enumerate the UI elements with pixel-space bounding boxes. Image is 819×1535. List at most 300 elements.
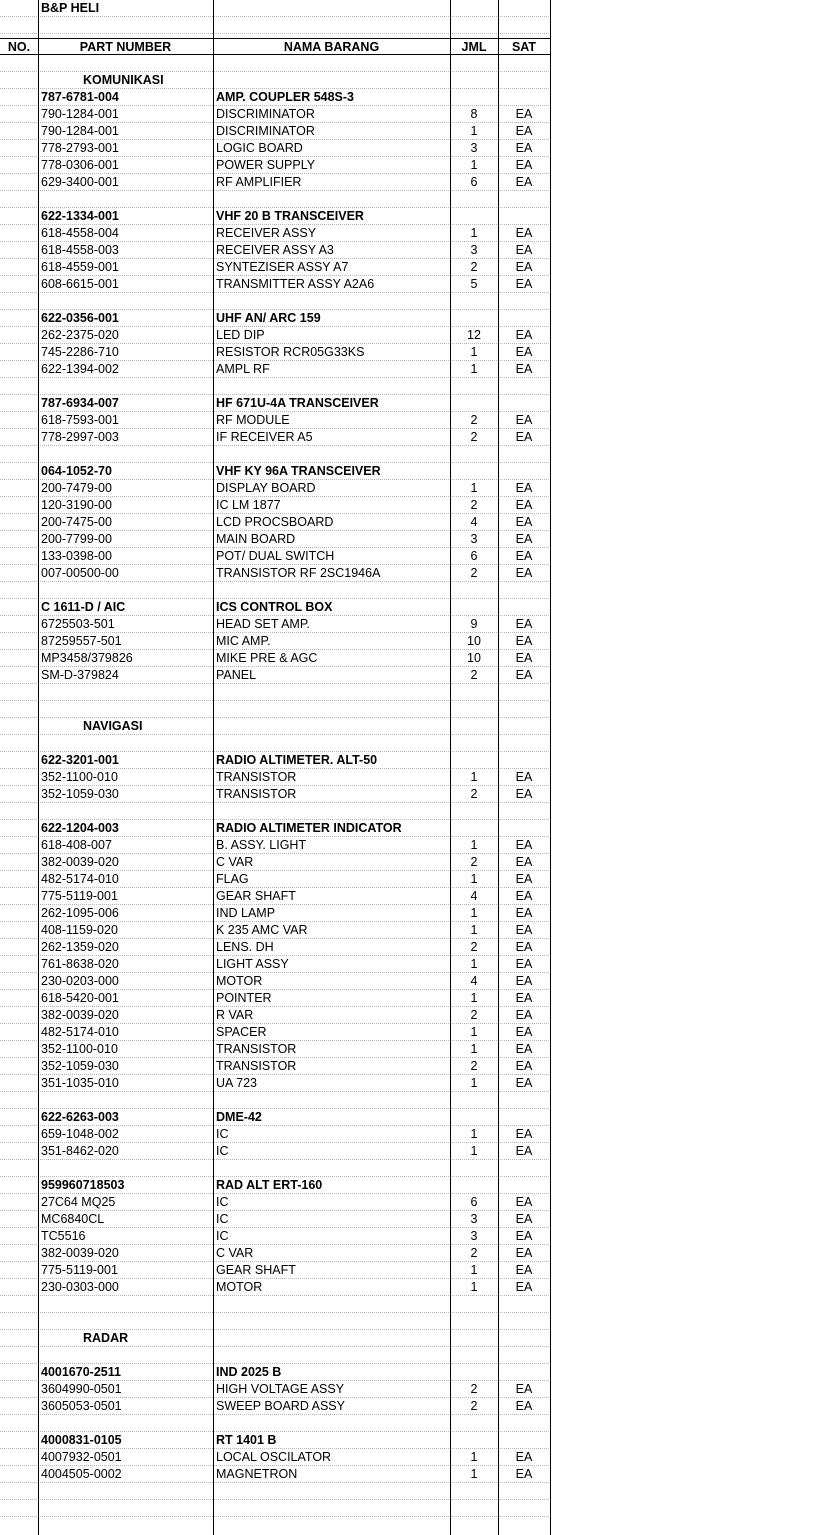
item-name[interactable]: POWER SUPPLY [216,158,316,172]
cell-empty[interactable] [450,803,498,820]
unit[interactable]: EA [515,668,533,682]
unit[interactable]: EA [515,617,533,631]
item-name[interactable]: IC LM 1877 [216,498,281,512]
cell-empty[interactable] [450,1364,498,1381]
cell-empty[interactable] [498,752,550,769]
item-name[interactable]: HEAD SET AMP. [216,617,311,631]
cell-no[interactable] [0,1364,38,1381]
cell-empty[interactable] [38,1483,213,1500]
unit[interactable]: EA [515,124,533,138]
cell-no[interactable] [0,1126,38,1143]
qty[interactable]: 12 [467,328,481,342]
qty[interactable]: 1 [470,362,478,376]
cell-no[interactable] [0,1296,38,1313]
unit[interactable]: EA [515,855,533,869]
unit[interactable]: EA [515,974,533,988]
qty[interactable]: 2 [470,260,478,274]
cell-empty[interactable] [213,1313,450,1330]
cell-no[interactable] [0,259,38,276]
item-name[interactable]: TRANSMITTER ASSY A2A6 [216,277,375,291]
cell-no[interactable] [0,463,38,480]
group-part-number[interactable]: 622-6263-003 [41,1110,119,1124]
part-number[interactable]: 352-1100-010 [41,1042,118,1056]
cell-no[interactable] [0,1007,38,1024]
cell-no[interactable] [0,1313,38,1330]
item-name[interactable]: GEAR SHAFT [216,889,296,903]
unit[interactable]: EA [515,1280,533,1294]
cell-empty[interactable] [450,1296,498,1313]
item-name[interactable]: GEAR SHAFT [216,1263,296,1277]
item-name[interactable]: IC [216,1229,229,1243]
cell-no[interactable] [0,922,38,939]
cell-empty[interactable] [450,1500,498,1517]
cell-no[interactable] [0,939,38,956]
cell-no[interactable] [0,344,38,361]
cell-no[interactable] [0,1092,38,1109]
qty[interactable]: 2 [470,1399,478,1413]
cell-no[interactable] [0,55,38,72]
cell-empty[interactable] [450,89,498,106]
qty[interactable]: 3 [470,1229,478,1243]
unit[interactable]: EA [515,1382,533,1396]
cell-empty[interactable] [213,1500,450,1517]
cell-no[interactable] [0,616,38,633]
cell-no[interactable] [0,599,38,616]
item-name[interactable]: IF RECEIVER A5 [216,430,313,444]
part-number[interactable]: 790-1284-001 [41,124,119,138]
cell-no[interactable] [0,106,38,123]
cell-empty[interactable] [213,1160,450,1177]
cell-empty[interactable] [498,395,550,412]
qty[interactable]: 2 [470,855,478,869]
cell-empty[interactable] [38,446,213,463]
cell-no[interactable] [0,1483,38,1500]
qty[interactable]: 1 [470,1280,478,1294]
cell-no[interactable] [0,1024,38,1041]
item-name[interactable]: IC [216,1212,229,1226]
cell-empty[interactable] [450,0,498,17]
qty[interactable]: 1 [470,1042,478,1056]
unit[interactable]: EA [515,889,533,903]
qty[interactable]: 1 [470,991,478,1005]
qty[interactable]: 2 [470,1382,478,1396]
part-number[interactable]: SM-D-379824 [41,668,119,682]
qty[interactable]: 1 [470,124,478,138]
unit[interactable]: EA [515,260,533,274]
qty[interactable]: 1 [470,1127,478,1141]
qty[interactable]: 2 [470,668,478,682]
unit[interactable]: EA [515,1450,533,1464]
cell-no[interactable] [0,293,38,310]
unit[interactable]: EA [515,1263,533,1277]
cell-no[interactable] [0,803,38,820]
item-name[interactable]: RF MODULE [216,413,290,427]
cell-empty[interactable] [38,1160,213,1177]
header-part-number[interactable]: PART NUMBER [79,40,172,54]
header-nama-barang[interactable]: NAMA BARANG [283,40,380,54]
part-number[interactable]: 775-5119-001 [41,1263,118,1277]
cell-empty[interactable] [38,735,213,752]
qty[interactable]: 1 [470,906,478,920]
cell-empty[interactable] [498,1483,550,1500]
cell-empty[interactable] [498,718,550,735]
qty[interactable]: 4 [470,515,478,529]
cell-empty[interactable] [38,684,213,701]
cell-empty[interactable] [38,701,213,718]
qty[interactable]: 3 [470,141,478,155]
cell-no[interactable] [0,89,38,106]
cell-no[interactable] [0,1500,38,1517]
cell-empty[interactable] [450,1483,498,1500]
item-name[interactable]: LIGHT ASSY [216,957,289,971]
group-part-number[interactable]: 4001670-2511 [41,1365,121,1379]
cell-no[interactable] [0,1432,38,1449]
cell-empty[interactable] [498,820,550,837]
cell-empty[interactable] [450,1347,498,1364]
item-name[interactable]: TRANSISTOR [216,1059,297,1073]
cell-empty[interactable] [450,1313,498,1330]
qty[interactable]: 3 [470,1212,478,1226]
unit[interactable]: EA [515,1008,533,1022]
group-part-number[interactable]: 064-1052-70 [41,464,112,478]
qty[interactable]: 2 [470,413,478,427]
cell-empty[interactable] [213,718,450,735]
part-number[interactable]: 778-0306-001 [41,158,119,172]
qty[interactable]: 1 [470,1025,478,1039]
part-number[interactable]: 6725503-501 [41,617,115,631]
part-number[interactable]: TC5516 [41,1229,86,1243]
cell-no[interactable] [0,1279,38,1296]
cell-empty[interactable] [498,310,550,327]
part-number[interactable]: 262-2375-020 [41,328,119,342]
cell-no[interactable] [0,1228,38,1245]
cell-no[interactable] [0,174,38,191]
cell-no[interactable] [0,1177,38,1194]
cell-empty[interactable] [498,89,550,106]
group-part-number[interactable]: 622-3201-001 [41,753,119,767]
qty[interactable]: 2 [470,787,478,801]
part-number[interactable]: MP3458/379826 [41,651,133,665]
qty[interactable]: 1 [470,957,478,971]
cell-empty[interactable] [213,55,450,72]
cell-no[interactable] [0,1058,38,1075]
cell-no[interactable] [0,208,38,225]
part-number[interactable]: 618-4558-003 [41,243,119,257]
part-number[interactable]: 608-6615-001 [41,277,119,291]
cell-no[interactable] [0,1398,38,1415]
cell-empty[interactable] [38,1313,213,1330]
cell-empty[interactable] [213,735,450,752]
cell-no[interactable] [0,990,38,1007]
section-label[interactable]: RADAR [83,1331,129,1345]
part-number[interactable]: 200-7799-00 [41,532,112,546]
part-number[interactable]: 200-7479-00 [41,481,112,495]
cell-no[interactable] [0,973,38,990]
cell-empty[interactable] [450,1177,498,1194]
item-name[interactable]: TRANSISTOR RF 2SC1946A [216,566,381,580]
qty[interactable]: 3 [470,243,478,257]
part-number[interactable]: 133-0398-00 [41,549,112,563]
item-name[interactable]: AMPL RF [216,362,270,376]
cell-empty[interactable] [498,599,550,616]
item-name[interactable]: IND LAMP [216,906,276,920]
unit[interactable]: EA [515,1212,533,1226]
part-number[interactable]: 618-408-007 [41,838,112,852]
cell-no[interactable] [0,378,38,395]
cell-no[interactable] [0,72,38,89]
part-number[interactable]: 659-1048-002 [41,1127,119,1141]
part-number[interactable]: 87259557-501 [41,634,122,648]
cell-no[interactable] [0,667,38,684]
unit[interactable]: EA [515,532,533,546]
qty[interactable]: 1 [470,1144,478,1158]
item-name[interactable]: C VAR [216,855,254,869]
cell-empty[interactable] [450,1432,498,1449]
cell-no[interactable] [0,446,38,463]
group-name[interactable]: IND 2025 B [216,1365,282,1379]
unit[interactable]: EA [515,872,533,886]
part-number[interactable]: 382-0039-020 [41,1246,119,1260]
item-name[interactable]: MIKE PRE & AGC [216,651,318,665]
unit[interactable]: EA [515,1127,533,1141]
part-number[interactable]: 262-1095-006 [41,906,119,920]
part-number[interactable]: 382-0039-020 [41,1008,119,1022]
cell-no[interactable] [0,786,38,803]
cell-empty[interactable] [498,191,550,208]
cell-empty[interactable] [498,55,550,72]
qty[interactable]: 1 [470,226,478,240]
group-part-number[interactable]: 959960718503 [41,1178,125,1192]
cell-no[interactable] [0,514,38,531]
part-number[interactable]: 120-3190-00 [41,498,112,512]
item-name[interactable]: LCD PROCSBOARD [216,515,334,529]
group-name[interactable]: VHF KY 96A TRANSCEIVER [216,464,381,478]
cell-no[interactable] [0,1160,38,1177]
cell-empty[interactable] [38,582,213,599]
cell-empty[interactable] [450,1415,498,1432]
group-name[interactable]: RADIO ALTIMETER INDICATOR [216,821,402,835]
cell-no[interactable] [0,157,38,174]
cell-no[interactable] [0,582,38,599]
header-sat[interactable]: SAT [511,40,537,54]
unit[interactable]: EA [515,1025,533,1039]
cell-no[interactable] [0,565,38,582]
cell-empty[interactable] [498,1364,550,1381]
unit[interactable]: EA [515,328,533,342]
part-number[interactable]: 352-1100-010 [41,770,118,784]
qty[interactable]: 6 [470,549,478,563]
cell-empty[interactable] [38,1092,213,1109]
unit[interactable]: EA [515,1144,533,1158]
qty[interactable]: 1 [470,1450,478,1464]
cell-empty[interactable] [38,1415,213,1432]
cell-empty[interactable] [213,684,450,701]
item-name[interactable]: RECEIVER ASSY [216,226,317,240]
part-number[interactable]: 007-00500-00 [41,566,119,580]
cell-no[interactable] [0,1449,38,1466]
part-number[interactable]: 4004505-0002 [41,1467,122,1481]
cell-empty[interactable] [213,1483,450,1500]
item-name[interactable]: PANEL [216,668,257,682]
unit[interactable]: EA [515,940,533,954]
cell-no[interactable] [0,1109,38,1126]
cell-empty[interactable] [450,1092,498,1109]
cell-empty[interactable] [213,72,450,89]
cell-empty[interactable] [213,378,450,395]
cell-empty[interactable] [498,208,550,225]
cell-no[interactable] [0,752,38,769]
unit[interactable]: EA [515,345,533,359]
cell-no[interactable] [0,1330,38,1347]
cell-empty[interactable] [498,1177,550,1194]
cell-empty[interactable] [498,1296,550,1313]
unit[interactable]: EA [515,481,533,495]
part-number[interactable]: 351-8462-020 [41,1144,119,1158]
cell-no[interactable] [0,1194,38,1211]
qty[interactable]: 1 [470,770,478,784]
cell-empty[interactable] [498,582,550,599]
item-name[interactable]: K 235 AMC VAR [216,923,308,937]
group-name[interactable]: HF 671U-4A TRANSCEIVER [216,396,379,410]
cell-empty[interactable] [450,310,498,327]
cell-empty[interactable] [450,395,498,412]
qty[interactable]: 2 [470,1059,478,1073]
cell-empty[interactable] [450,293,498,310]
cell-empty[interactable] [213,1415,450,1432]
cell-empty[interactable] [498,1160,550,1177]
cell-empty[interactable] [38,1500,213,1517]
group-part-number[interactable]: 622-1204-003 [41,821,119,835]
unit[interactable]: EA [515,175,533,189]
part-number[interactable]: 618-5420-001 [41,991,119,1005]
group-name[interactable]: RADIO ALTIMETER. ALT-50 [216,753,378,767]
item-name[interactable]: SPACER [216,1025,267,1039]
item-name[interactable]: IC [216,1144,229,1158]
cell-no[interactable] [0,1347,38,1364]
item-name[interactable]: DISCRIMINATOR [216,107,315,121]
qty[interactable]: 2 [470,1246,478,1260]
cell-no[interactable] [0,327,38,344]
unit[interactable]: EA [515,957,533,971]
part-number[interactable]: 745-2286-710 [41,345,119,359]
group-name[interactable]: RAD ALT ERT-160 [216,1178,323,1192]
cell-empty[interactable] [38,1296,213,1313]
cell-no[interactable] [0,1415,38,1432]
header-jml[interactable]: JML [461,40,487,54]
group-part-number[interactable]: 787-6934-007 [41,396,119,410]
cell-empty[interactable] [213,446,450,463]
part-number[interactable]: MC6840CL [41,1212,105,1226]
cell-empty[interactable] [450,820,498,837]
item-name[interactable]: RF AMPLIFIER [216,175,302,189]
cell-empty[interactable] [450,72,498,89]
group-part-number[interactable]: 4000831-0105 [41,1433,122,1447]
qty[interactable]: 8 [470,107,478,121]
item-name[interactable]: LED DIP [216,328,265,342]
cell-empty[interactable] [213,0,450,17]
part-number[interactable]: 352-1059-030 [41,787,119,801]
cell-empty[interactable] [498,684,550,701]
cell-no[interactable] [0,276,38,293]
unit[interactable]: EA [515,770,533,784]
qty[interactable]: 10 [467,651,481,665]
cell-empty[interactable] [450,684,498,701]
part-number[interactable]: 790-1284-001 [41,107,119,121]
cell-empty[interactable] [213,582,450,599]
cell-empty[interactable] [38,55,213,72]
unit[interactable]: EA [515,107,533,121]
item-name[interactable]: RESISTOR RCR05G33KS [216,345,365,359]
cell-no[interactable] [0,701,38,718]
unit[interactable]: EA [515,1076,533,1090]
unit[interactable]: EA [515,991,533,1005]
item-name[interactable]: MOTOR [216,974,263,988]
cell-no[interactable] [0,1245,38,1262]
unit[interactable]: EA [515,1229,533,1243]
unit[interactable]: EA [515,413,533,427]
qty[interactable]: 4 [470,974,478,988]
item-name[interactable]: POINTER [216,991,272,1005]
unit[interactable]: EA [515,634,533,648]
cell-empty[interactable] [450,1330,498,1347]
cell-empty[interactable] [450,191,498,208]
part-number[interactable]: 761-8638-020 [41,957,119,971]
qty[interactable]: 1 [470,158,478,172]
qty[interactable]: 1 [470,838,478,852]
qty[interactable]: 1 [470,1263,478,1277]
cell-empty[interactable] [450,463,498,480]
item-name[interactable]: POT/ DUAL SWITCH [216,549,335,563]
unit[interactable]: EA [515,1059,533,1073]
item-name[interactable]: IC [216,1195,229,1209]
qty[interactable]: 1 [470,481,478,495]
unit[interactable]: EA [515,651,533,665]
cell-empty[interactable] [498,293,550,310]
part-number[interactable]: 230-0203-000 [41,974,119,988]
part-number[interactable]: 262-1359-020 [41,940,119,954]
qty[interactable]: 2 [470,1008,478,1022]
part-number[interactable]: 408-1159-020 [41,923,118,937]
group-part-number[interactable]: C 1611-D / AIC [41,600,126,614]
item-name[interactable]: MAIN BOARD [216,532,296,546]
item-name[interactable]: TRANSISTOR [216,787,297,801]
part-number[interactable]: 27C64 MQ25 [41,1195,116,1209]
unit[interactable]: EA [515,515,533,529]
item-name[interactable]: MOTOR [216,1280,263,1294]
item-name[interactable]: SWEEP BOARD ASSY [216,1399,345,1413]
unit[interactable]: EA [515,243,533,257]
unit[interactable]: EA [515,1467,533,1481]
cell-empty[interactable] [498,1432,550,1449]
cell-empty[interactable] [498,1500,550,1517]
item-name[interactable]: B. ASSY. LIGHT [216,838,307,852]
cell-no[interactable] [0,361,38,378]
cell-no[interactable] [0,480,38,497]
cell-empty[interactable] [498,701,550,718]
cell-empty[interactable] [498,0,550,17]
part-number[interactable]: 3605053-0501 [41,1399,122,1413]
cell-no[interactable] [0,684,38,701]
qty[interactable]: 2 [470,566,478,580]
cell-empty[interactable] [498,1347,550,1364]
item-name[interactable]: SYNTEZISER ASSY A7 [216,260,349,274]
group-name[interactable]: UHF AN/ ARC 159 [216,311,321,325]
cell-no[interactable] [0,871,38,888]
cell-empty[interactable] [498,803,550,820]
cell-empty[interactable] [213,1330,450,1347]
cell-empty[interactable] [213,293,450,310]
part-number[interactable]: 230-0303-000 [41,1280,119,1294]
